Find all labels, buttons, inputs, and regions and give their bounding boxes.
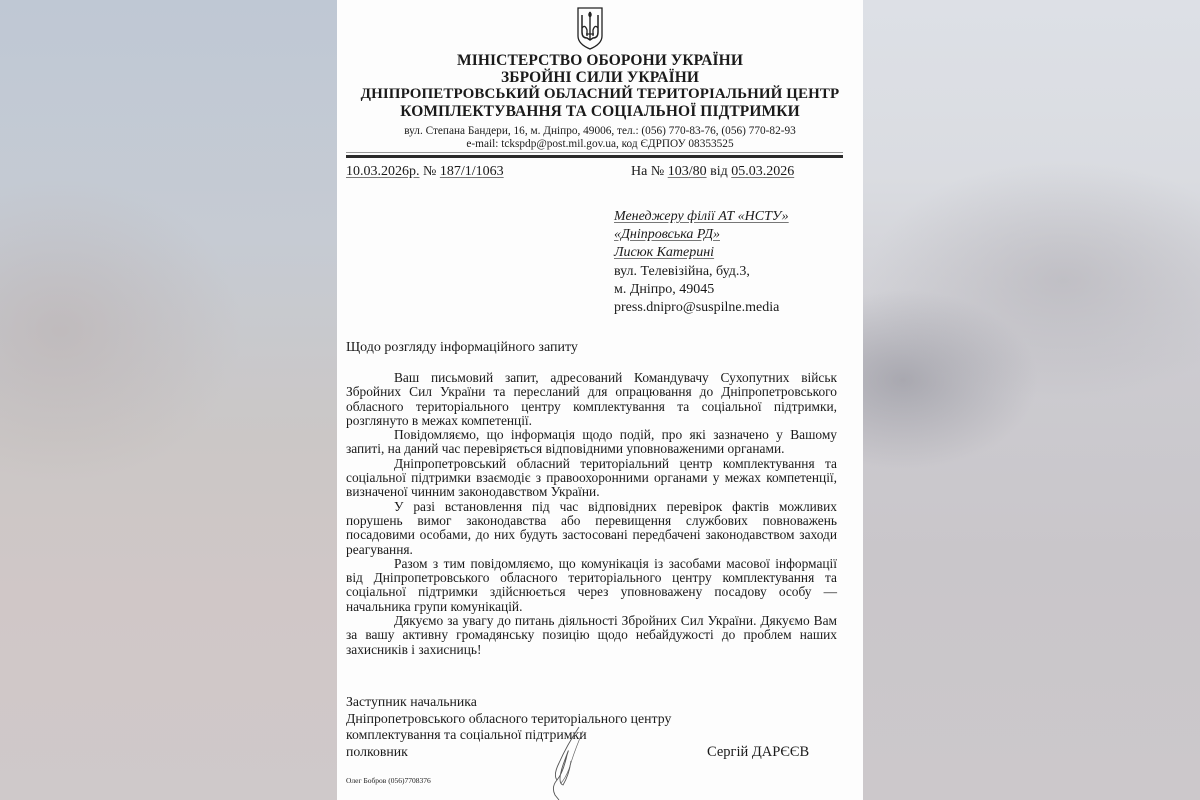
number-label: № — [423, 164, 437, 179]
paragraph: Повідомляємо, що інформація щодо подій, про які зазначено у Вашому запиті, на даний час перевіряється відповідними уповноваженими органами. — [346, 427, 837, 457]
outgoing-number: 187/1/1063 — [439, 164, 504, 179]
recipient-email: press.dnipro@suspilne.media — [614, 300, 780, 316]
armed-forces-name: ЗБРОЙНІ СИЛИ УКРАЇНИ — [500, 69, 700, 86]
background-right — [863, 0, 1200, 800]
recipient-street: вул. Телевізійна, буд.3, — [614, 263, 750, 279]
handwritten-signature-icon — [537, 725, 597, 800]
sender-address: вул. Степана Бандери, 16, м. Дніпро, 49006, тел.: (056) 770-83-76, (056) 770-82-93 — [404, 125, 796, 137]
paragraph: Разом з тим повідомляємо, що комунікація із засобами масової інформації від Дніпропетровського обласного територіального центру комплектування та соціальної підтримки здійснюється через уповноважену посадову особу — начальника групи комунікацій. — [346, 555, 837, 614]
letter-body — [346, 371, 837, 657]
signatory-position: Заступник начальника — [346, 694, 477, 709]
signatory-title — [346, 694, 671, 760]
reply-number: 103/80 — [667, 164, 707, 179]
paragraph: Ваш письмовий запит, адресований Командувачу Сухопутних військ Збройних Сил України та пересланий для опрацювання до Дніпропетровського обласного територіального центру комплектування та соціальної підтримки, розглянуто в межах компетенції. — [346, 370, 837, 428]
signatory-rank: полковник — [346, 743, 408, 759]
center-name-line1: ДНІПРОПЕТРОВСЬКИЙ ОБЛАСНИЙ ТЕРИТОРІАЛЬНИЙ ЦЕНТР — [360, 86, 840, 102]
trident-emblem-icon — [576, 6, 604, 50]
recipient-position: Менеджеру філії АТ «НСТУ» — [614, 209, 789, 224]
signatory-organization-2: комплектування та соціальної підтримки — [346, 727, 587, 742]
paragraph: У разі встановлення під час відповідних перевірок фактів можливих порушень вимог законодавства або перевищення службових повноважень посадовими особами, до них будуть застосовані передбачені законодавством заходи реагування. — [346, 498, 837, 557]
reply-from-label: від — [710, 164, 728, 179]
document-page — [337, 0, 863, 800]
ministry-name: МІНІСТЕРСТВО ОБОРОНИ УКРАЇНИ — [457, 52, 743, 69]
reply-date: 05.03.2026 — [731, 164, 795, 179]
header-divider — [346, 155, 843, 158]
paragraph: Дякуємо за увагу до питань діяльності Збройних Сил України. Дякуємо Вам за вашу активну громадянську позицію щодо небайдужості до проблем наших захисників і захисниць! — [346, 613, 837, 657]
center-name-line2: КОМПЛЕКТУВАННЯ ТА СОЦІАЛЬНОЇ ПІДТРИМКИ — [400, 103, 800, 120]
signatory-organization-1: Дніпропетровського обласного територіального центру — [346, 710, 672, 726]
recipient-city: м. Дніпро, 49045 — [614, 281, 715, 297]
outgoing-reference — [346, 164, 504, 180]
background-left — [0, 0, 337, 800]
paragraph: Дніпропетровський обласний територіальний центр комплектування та соціальної підтримки взаємодіє з правоохоронними органами у межах компетенції, визначеної чинним законодавством України. — [346, 455, 837, 500]
reply-label: На № — [631, 164, 665, 179]
recipient-block — [614, 208, 789, 317]
signatory-name: Сергій ДАРЄЄВ — [707, 744, 810, 760]
incoming-reference — [631, 164, 794, 180]
recipient-name: Лисюк Катерині — [614, 245, 715, 261]
sender-email-code: e-mail: tckspdp@post.mil.gov.ua, код ЄДРПОУ 08353525 — [466, 138, 734, 150]
header-divider-thin — [346, 152, 843, 153]
executor-contact: Олег Бобров (056)7708376 — [346, 776, 431, 785]
outgoing-date: 10.03.2026р. — [346, 164, 420, 179]
letter-subject: Щодо розгляду інформаційного запиту — [346, 340, 578, 355]
recipient-branch: «Дніпровська РД» — [614, 227, 720, 243]
